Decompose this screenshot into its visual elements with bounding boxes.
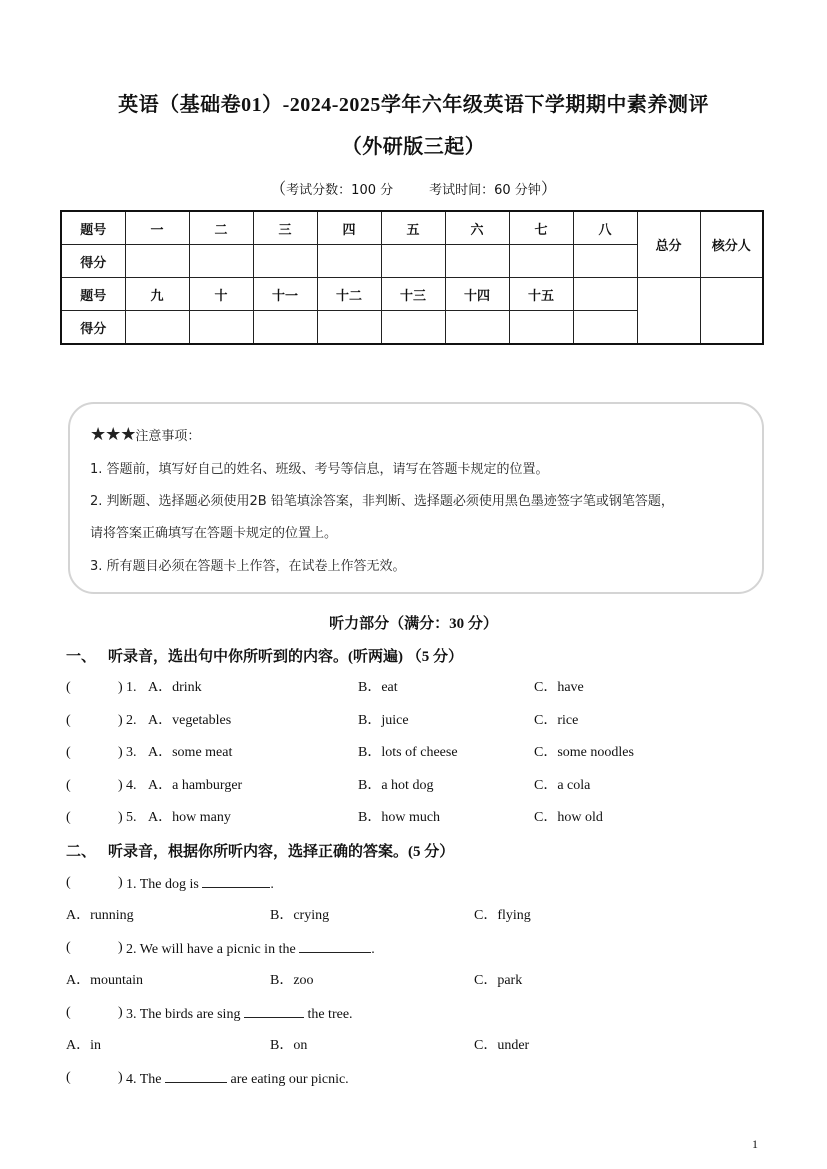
exam-title: 英语（基础卷01）-2024-2025学年六年级英语下学期期中素养测评 [118, 94, 709, 116]
row-label: 得分 [61, 245, 125, 278]
score-cell[interactable] [189, 245, 253, 278]
section1-heading [66, 645, 463, 666]
answer-bracket-close: ) [118, 940, 123, 955]
answer-blank[interactable] [299, 938, 371, 953]
question-number: 3. [126, 745, 137, 760]
section2-instruction: 听录音，根据你所听内容，选择正确的答案。(5 分） [108, 844, 455, 860]
answer-blank[interactable] [202, 873, 270, 888]
question-stem [126, 1003, 353, 1025]
question-number: 九 [125, 278, 189, 311]
option-a[interactable]: A．running [66, 908, 134, 923]
stem-after: the tree. [303, 1007, 353, 1022]
answer-bracket-close: ) [118, 713, 123, 728]
option-c[interactable]: C．how old [534, 810, 603, 825]
section1-instruction: 听录音，选出句中你所听到的内容。(听两遍) （5 分） [108, 649, 463, 665]
question-number: 一 [125, 211, 189, 245]
score-cell[interactable] [253, 311, 317, 345]
notice-box [68, 402, 764, 594]
option-b[interactable]: B．crying [270, 908, 330, 923]
stem-before: The birds are sing [139, 1007, 244, 1022]
answer-bracket-close: ) [118, 745, 123, 760]
question-number: 三 [253, 211, 317, 245]
option-c[interactable]: C．flying [474, 908, 531, 923]
stem-after: are eating our picnic. [227, 1072, 349, 1087]
stem-after: . [371, 942, 375, 957]
exam-time: 考试时间：60 分钟 [429, 183, 541, 198]
score-row-numbers-bottom [61, 278, 763, 311]
answer-bracket-close: ) [118, 1005, 123, 1020]
notice-heading [90, 424, 200, 445]
score-total: 考试分数：100 分 [286, 183, 394, 198]
total-score-cell[interactable] [637, 278, 700, 345]
answer-bracket-open[interactable]: ( [66, 1070, 71, 1085]
question-number: 3. [126, 1007, 137, 1022]
question-stem [126, 938, 375, 960]
stem-before: The dog is [139, 877, 203, 892]
answer-bracket-close: ) [118, 680, 123, 695]
question-number: 4. [126, 778, 137, 793]
option-a[interactable]: A．how many [148, 810, 231, 825]
notice-item: 3. 所有题目必须在答题卡上作答，在试卷上作答无效。 [90, 559, 406, 574]
stem-before: The [139, 1072, 166, 1087]
score-cell[interactable] [189, 311, 253, 345]
row-label: 得分 [61, 311, 125, 345]
score-cell[interactable] [125, 245, 189, 278]
score-cell[interactable] [253, 245, 317, 278]
exam-info [0, 176, 827, 199]
answer-bracket-open[interactable]: ( [66, 940, 71, 955]
question-stem [126, 1068, 349, 1090]
answer-bracket-close: ) [118, 778, 123, 793]
question-number: 十四 [445, 278, 509, 311]
option-b[interactable]: B．how much [358, 810, 441, 825]
star-icons: ★★★ [90, 424, 136, 445]
option-c[interactable]: C．a cola [534, 778, 591, 793]
answer-bracket-open[interactable]: ( [66, 713, 71, 728]
answer-bracket-close: ) [118, 875, 123, 890]
checker-cell[interactable] [700, 278, 763, 345]
question-number: 1. [126, 680, 137, 695]
option-c[interactable]: C．some noodles [534, 745, 634, 760]
checker-header: 核分人 [700, 211, 763, 278]
option-b[interactable]: B．eat [358, 680, 398, 695]
total-score-header: 总分 [637, 211, 700, 278]
option-a[interactable]: A．vegetables [148, 713, 232, 728]
option-b[interactable]: B．zoo [270, 973, 314, 988]
row-label: 题号 [61, 211, 125, 245]
answer-bracket-open[interactable]: ( [66, 745, 71, 760]
score-cell[interactable] [509, 311, 573, 345]
question-number: 二 [189, 211, 253, 245]
question-stem [126, 873, 274, 895]
question-number: 八 [573, 211, 637, 245]
answer-blank[interactable] [165, 1068, 227, 1083]
answer-bracket-open[interactable]: ( [66, 875, 71, 890]
option-c[interactable]: C．rice [534, 713, 579, 728]
score-cell[interactable] [125, 311, 189, 345]
answer-bracket-close: ) [118, 810, 123, 825]
question-number: 2. [126, 713, 137, 728]
stem-after: . [270, 877, 274, 892]
answer-bracket-open[interactable]: ( [66, 810, 71, 825]
paren-open: （ [270, 179, 287, 198]
score-cell[interactable] [509, 245, 573, 278]
question-number: 十二 [317, 278, 381, 311]
notice-item: 请将答案正确填写在答题卡规定的位置上。 [90, 526, 338, 541]
stem-before: We will have a picnic in the [139, 942, 300, 957]
score-cell[interactable] [445, 311, 509, 345]
page-number: 1 [752, 1137, 758, 1151]
option-a[interactable]: A．some meat [148, 745, 233, 760]
question-number: 十 [189, 278, 253, 311]
answer-bracket-close: ) [118, 1070, 123, 1085]
option-a[interactable]: A．drink [148, 680, 202, 695]
answer-bracket-open[interactable]: ( [66, 778, 71, 793]
score-table [60, 210, 764, 345]
option-a[interactable]: A．a hamburger [148, 778, 243, 793]
option-c[interactable]: C．park [474, 973, 523, 988]
option-a[interactable]: A．mountain [66, 973, 143, 988]
answer-blank[interactable] [244, 1003, 304, 1018]
option-b[interactable]: B．lots of cheese [358, 745, 458, 760]
question-number: 2. [126, 942, 137, 957]
option-a[interactable]: A．in [66, 1038, 101, 1053]
question-number: 1. [126, 877, 137, 892]
section1-number: 一、 [66, 649, 97, 665]
score-cell[interactable] [381, 245, 445, 278]
answer-bracket-open[interactable]: ( [66, 680, 71, 695]
section2-number: 二、 [66, 844, 97, 860]
question-number: 十五 [509, 278, 573, 311]
notice-item: 1. 答题前，填写好自己的姓名、班级、考号等信息，请写在答题卡规定的位置。 [90, 462, 549, 477]
question-number: 5. [126, 810, 137, 825]
question-number: 七 [509, 211, 573, 245]
score-cell[interactable] [317, 311, 381, 345]
question-number: 十一 [253, 278, 317, 311]
option-b[interactable]: B．juice [358, 713, 409, 728]
listening-section-title: 听力部分（满分：30 分） [329, 616, 498, 632]
score-cell[interactable] [573, 311, 637, 345]
option-b[interactable]: B．a hot dog [358, 778, 434, 793]
question-number: 十三 [381, 278, 445, 311]
score-row-numbers-top [61, 211, 763, 245]
question-number: 4. [126, 1072, 137, 1087]
question-number: 六 [445, 211, 509, 245]
row-label: 题号 [61, 278, 125, 311]
notice-heading-text: 注意事项： [135, 429, 201, 444]
notice-item: 2. 判断题、选择题必须使用2B 铅笔填涂答案，非判断、选择题必须使用黑色墨迹签字笔或钢笔答题， [90, 494, 674, 509]
score-cell[interactable] [573, 245, 637, 278]
paren-close: ） [540, 179, 557, 198]
exam-edition: （外研版三起） [341, 136, 486, 158]
option-b[interactable]: B．on [270, 1038, 308, 1053]
question-number: 四 [317, 211, 381, 245]
question-number: 五 [381, 211, 445, 245]
section2-heading [66, 840, 454, 861]
question-number [573, 278, 637, 311]
score-cell[interactable] [445, 245, 509, 278]
score-cell[interactable] [317, 245, 381, 278]
option-c[interactable]: C．under [474, 1038, 530, 1053]
score-cell[interactable] [381, 311, 445, 345]
answer-bracket-open[interactable]: ( [66, 1005, 71, 1020]
option-c[interactable]: C．have [534, 680, 584, 695]
